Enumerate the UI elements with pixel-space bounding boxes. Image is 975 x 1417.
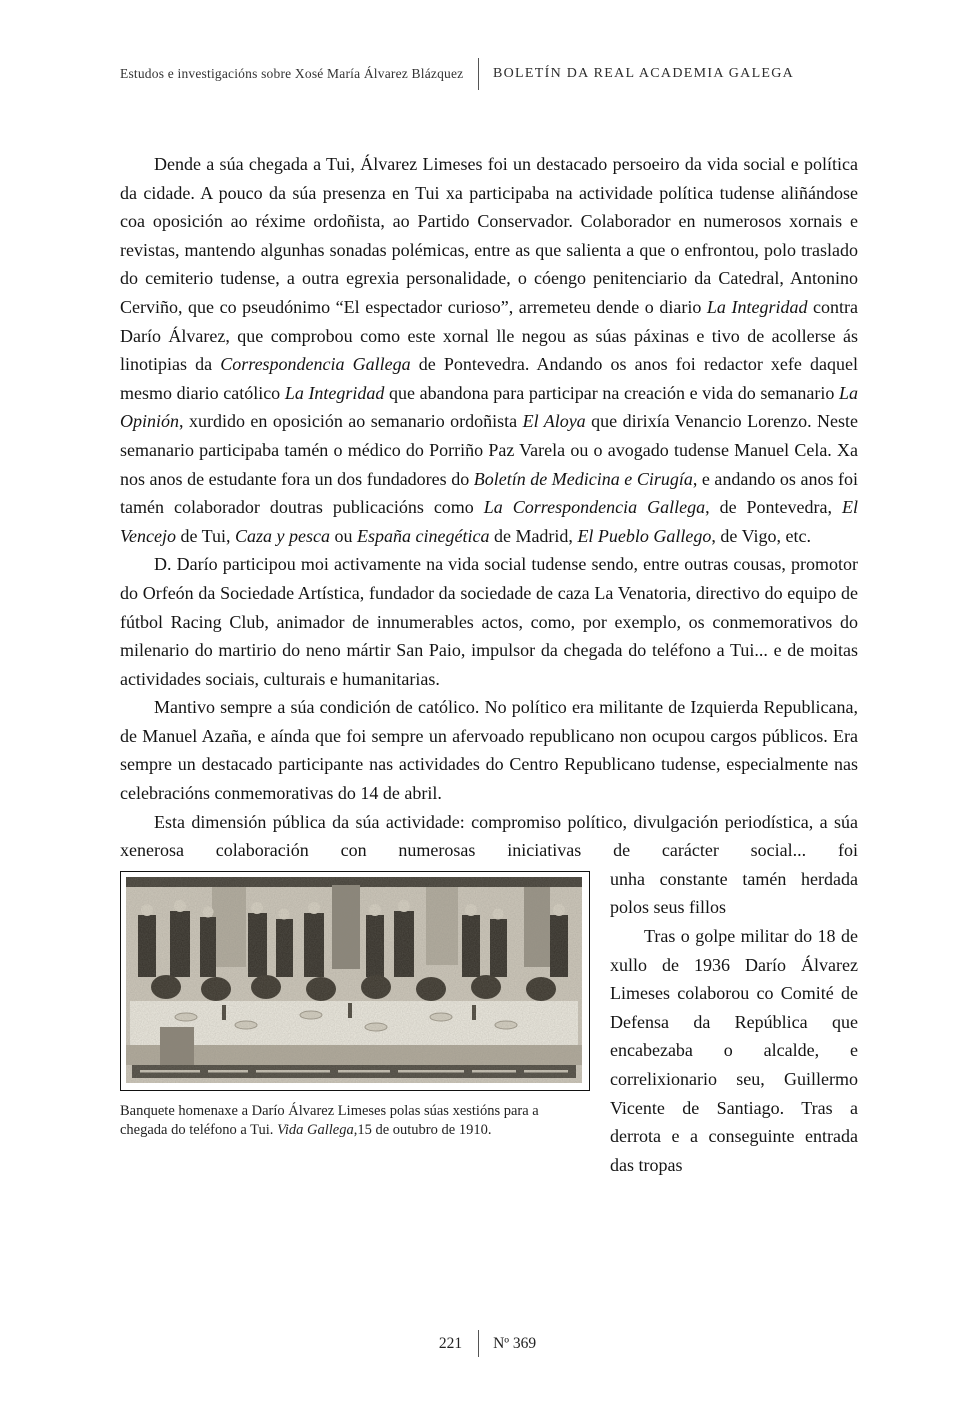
text-segment: El Pueblo Gallego <box>577 525 712 546</box>
text-segment: de Madrid, <box>489 525 578 546</box>
page-header <box>120 56 858 92</box>
page-number: 221 <box>438 1334 463 1352</box>
text-segment: España cinegética <box>356 525 490 546</box>
text-segment: El Vencejo <box>120 497 858 546</box>
paragraph-3 <box>120 693 858 807</box>
text-segment: unha constante tamén herdada polos seus fillos <box>610 868 858 918</box>
text-segment: , e andando os anos foi tamén colaborador doutras publicacións como <box>120 468 859 518</box>
text-segment: Vida Gallega <box>277 1122 354 1139</box>
text-segment: , de Pontevedra, <box>705 497 842 518</box>
paragraph-1 <box>120 150 858 550</box>
text-segment: ou <box>329 525 357 546</box>
footer-divider-line <box>478 1330 479 1357</box>
text-segment: Banquete homenaxe a Darío Álvarez Limeses polas súas xestións para a chegada do teléfono a Tui. <box>120 1102 539 1139</box>
banquet-photo-illustration <box>126 877 582 1083</box>
text-segment: que abandona para participar na creación e vida do semanario <box>384 382 839 403</box>
text-segment: Mantivo sempre a súa condición de católico. No político era militante de Izquierda Republicana, de Manuel Azaña, e aínda que foi sempre un afervoado republicano non ocupou cargos públicos. Era sempre un destacado participante nas actividades do Centro Republicano tudense, especialmente nas celebracións conmemorativas do 14 de abril. <box>120 697 858 804</box>
article-body <box>120 150 858 1227</box>
text-segment: La Opinión <box>120 382 859 432</box>
issue-number: Nº 369 <box>493 1334 537 1352</box>
photo-caption <box>120 1102 562 1141</box>
paragraph-4-lead <box>120 808 858 865</box>
text-segment: La Correspondencia Gallega <box>483 497 706 518</box>
text-segment: Tras o golpe militar do 18 de xullo de 1936 Darío Álvarez Limeses colaborou co Comité de Defensa da República que encabezaba o alcalde, e correlixionario seu, Guillermo Vicente de Santiago. Tras a derrota e a conseguinte entrada das tropas <box>610 926 858 1175</box>
text-segment: La Integridad <box>284 382 385 403</box>
text-segment: que dirixía Venancio Lorenzo. Neste semanario participaba tamén o médico do Porriño Paz Varela ou o avogado tudense Manuel Cela. Xa nos anos de estudante fora un dos fundadores do <box>120 411 858 489</box>
text-segment: El Aloya <box>522 411 586 432</box>
header-divider-line <box>478 58 479 90</box>
text-segment: Boletín de Medicina e Cirugía <box>473 468 693 489</box>
paragraph-2 <box>120 550 858 693</box>
text-segment: Correspondencia Gallega <box>220 354 411 375</box>
page-footer <box>0 1330 975 1357</box>
text-segment: , de Vigo, etc. <box>711 525 811 546</box>
text-segment: de Tui, <box>175 525 235 546</box>
running-title-left: Estudos e investigacións sobre Xosé María Álvarez Blázquez <box>120 66 464 81</box>
text-segment: , xurdido en oposición ao semanario ordoñista <box>179 411 523 432</box>
text-segment: contra Darío Álvarez, que comprobou como este xornal lle negou as súas páxinas e tivo de acollerse ás linotipias da <box>120 296 858 375</box>
text-segment: de Pontevedra. Andando os anos foi redactor xefe daquel mesmo diario católico <box>120 354 858 403</box>
running-title-right: BOLETÍN DA REAL ACADEMIA GALEGA <box>493 66 795 81</box>
text-segment: La Integridad <box>706 296 808 317</box>
text-segment: ,15 de outubro de 1910. <box>353 1122 492 1139</box>
text-segment: D. Darío participou moi activamente na vida social tudense sendo, entre outras cousas, promotor do Orfeón da Sociedade Artística, fundador da sociedade de caza La Venatoria, directivo do equipo de fútbol Racing Club, animador de innumerables actos, como, por exemplo, os conmemorativos do milenario do martirio do neno mártir San Paio, impulsor da chegada do teléfono a Tui... e de moitas actividades sociais, culturais e humanitarias. <box>120 554 858 689</box>
banquet-photo <box>120 871 590 1091</box>
banquet-figure <box>120 871 590 1227</box>
text-segment: Caza y pesca <box>235 525 330 546</box>
text-segment: Esta dimensión pública da súa actividade: compromiso político, divulgación periodística, a súa xenerosa colaboración con numerosas iniciativas de carácter social... foi <box>120 811 858 861</box>
text-segment: Dende a súa chegada a Tui, Álvarez Limeses foi un destacado persoeiro da vida social e política da cidade. A pouco da súa presenza en Tui xa participaba na actividade política tudense aliñándose coa oposición ao réxime ordoñista, ao Partido Conservador. Colaborador en numerosos xornais e revistas, mantendo algunhas sonadas polémicas, entre as que salienta a que o enfrontou, polo traslado do cemiterio tudense, a outra egrexia personalidade, o cóengo penitenciario da Catedral, Antonino Cerviño, que co pseudónimo “El espectador curioso”, arremeteu dende o diario <box>120 154 858 317</box>
